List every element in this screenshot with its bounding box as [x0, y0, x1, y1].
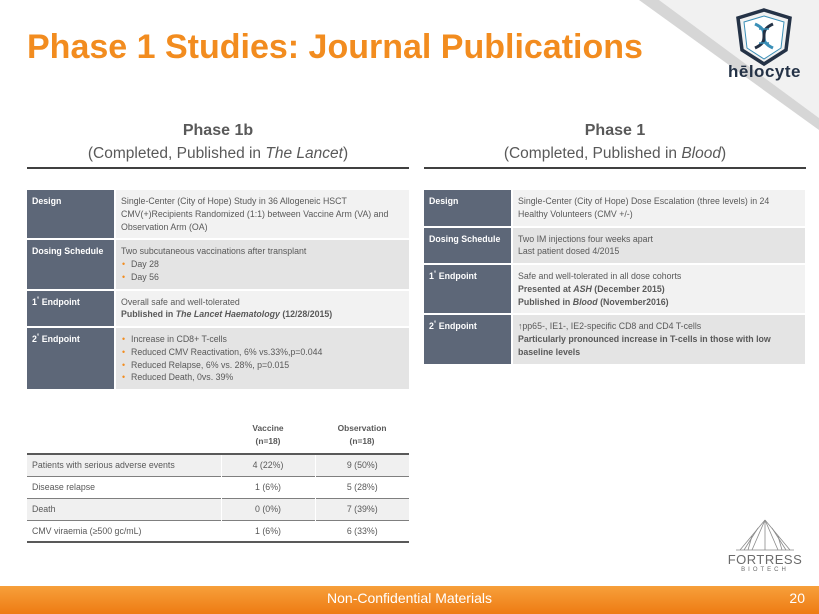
publication-text: Published in Blood (November2016): [518, 296, 669, 307]
dosing-text: Two IM injections four weeks apart: [518, 233, 653, 244]
column-header-vaccine: Vaccine (n=18): [252, 423, 284, 446]
footer-confidentiality: Non-Confidential Materials: [327, 590, 492, 606]
table-row: [424, 190, 805, 227]
row-label: Disease relapse: [27, 476, 221, 498]
observation-cell: 5 (28%): [315, 476, 409, 498]
outcomes-table: [27, 422, 409, 543]
table-row: [27, 327, 409, 390]
helocyte-logo-text: hēlocyte: [728, 62, 801, 81]
table-row: [27, 476, 409, 498]
row-value: [512, 264, 805, 314]
table-row: [27, 454, 409, 476]
footer-bar: [0, 586, 819, 614]
table-row: [424, 227, 805, 265]
page-title: Phase 1 Studies: Journal Publications: [27, 28, 643, 66]
row-value: [512, 314, 805, 364]
endpoint-text: Overall safe and well-tolerated: [121, 296, 240, 307]
presentation-text: Presented at ASH (December 2015): [518, 283, 665, 294]
row-label: CMV viraemia (≥500 gc/mL): [27, 520, 221, 542]
table-row: [424, 314, 805, 364]
row-value: [115, 290, 409, 328]
table-row: [27, 498, 409, 520]
dosing-text: Two subcutaneous vaccinations after transplant: [121, 246, 307, 257]
table-row: [27, 190, 409, 239]
vaccine-cell: 4 (22%): [221, 454, 315, 476]
row-label: Patients with serious adverse events: [27, 454, 221, 476]
right-header-rule: [424, 167, 806, 169]
left-subheading: (Completed, Published in The Lancet): [87, 145, 349, 162]
fortress-logo-text: FORTRESS: [727, 552, 803, 567]
row-value: [115, 327, 409, 390]
dosing-text: Last patient dosed 4/2015: [518, 246, 620, 257]
column-header-observation: Observation (n=18): [337, 423, 387, 446]
list-item: • Increase in CD8+ T-cells: [121, 333, 404, 346]
table-row: [27, 290, 409, 328]
observation-cell: 9 (50%): [315, 454, 409, 476]
table-row: [424, 264, 805, 314]
fortress-logo-subtext: BIOTECH: [741, 567, 789, 573]
header-blank: [27, 422, 221, 454]
row-label: Dosing Schedule: [424, 227, 512, 265]
list-item: • Reduced CMV Reactivation, 6% vs.33%,p=0.044: [121, 346, 404, 359]
right-column-header: [424, 122, 806, 163]
row-value: [512, 227, 805, 265]
row-label: Dosing Schedule: [27, 239, 115, 289]
endpoint-text: Safe and well-tolerated in all dose cohorts: [518, 271, 682, 281]
vaccine-cell: 0 (0%): [221, 498, 315, 520]
row-label: Design: [27, 190, 115, 239]
phase-1-table: [424, 190, 805, 366]
left-header-rule: [27, 167, 409, 169]
list-item: • Reduced Death, 0vs. 39%: [121, 371, 404, 384]
table-header-row: [27, 422, 409, 454]
row-value: Single-Center (City of Hope) Dose Escalation (three levels) in 24 Healthy Volunteers (CMV +/-): [512, 190, 805, 227]
row-value: [115, 239, 409, 289]
row-label: Design: [424, 190, 512, 227]
row-label: Death: [27, 498, 221, 520]
vaccine-cell: 1 (6%): [221, 476, 315, 498]
page-number: 20: [789, 590, 805, 606]
row-label: 2° Endpoint: [424, 314, 512, 364]
vaccine-cell: 1 (6%): [221, 520, 315, 542]
table-row: [27, 239, 409, 289]
right-heading: Phase 1: [584, 122, 646, 139]
row-label: 2° Endpoint: [27, 327, 115, 390]
phase-1b-table: [27, 190, 409, 391]
endpoint-text: Particularly pronounced increase in T-cells in those with low baseline levels: [518, 334, 771, 357]
row-label: 1° Endpoint: [27, 290, 115, 328]
left-column-header: [27, 122, 409, 163]
left-heading: Phase 1b: [182, 122, 254, 139]
list-item: • Day 28: [121, 258, 404, 271]
publication-text: Published in The Lancet Haematology (12/28/2015): [121, 309, 333, 320]
list-item: • Reduced Relapse, 6% vs. 28%, p=0.015: [121, 359, 404, 372]
list-item: • Day 56: [121, 271, 404, 284]
row-label: 1° Endpoint: [424, 264, 512, 314]
right-subheading: (Completed, Published in Blood): [503, 145, 727, 162]
endpoint-text: ↑pp65-, IE1-, IE2-specific CD8 and CD4 T-cells: [518, 321, 702, 332]
table-row: [27, 520, 409, 542]
row-value: Single-Center (City of Hope) Study in 36 Allogeneic HSCT CMV(+)Recipients Randomized (1:1) between Vaccine Arm (VA) and Observation Arm (OA): [115, 190, 409, 239]
observation-cell: 6 (33%): [315, 520, 409, 542]
observation-cell: 7 (39%): [315, 498, 409, 520]
